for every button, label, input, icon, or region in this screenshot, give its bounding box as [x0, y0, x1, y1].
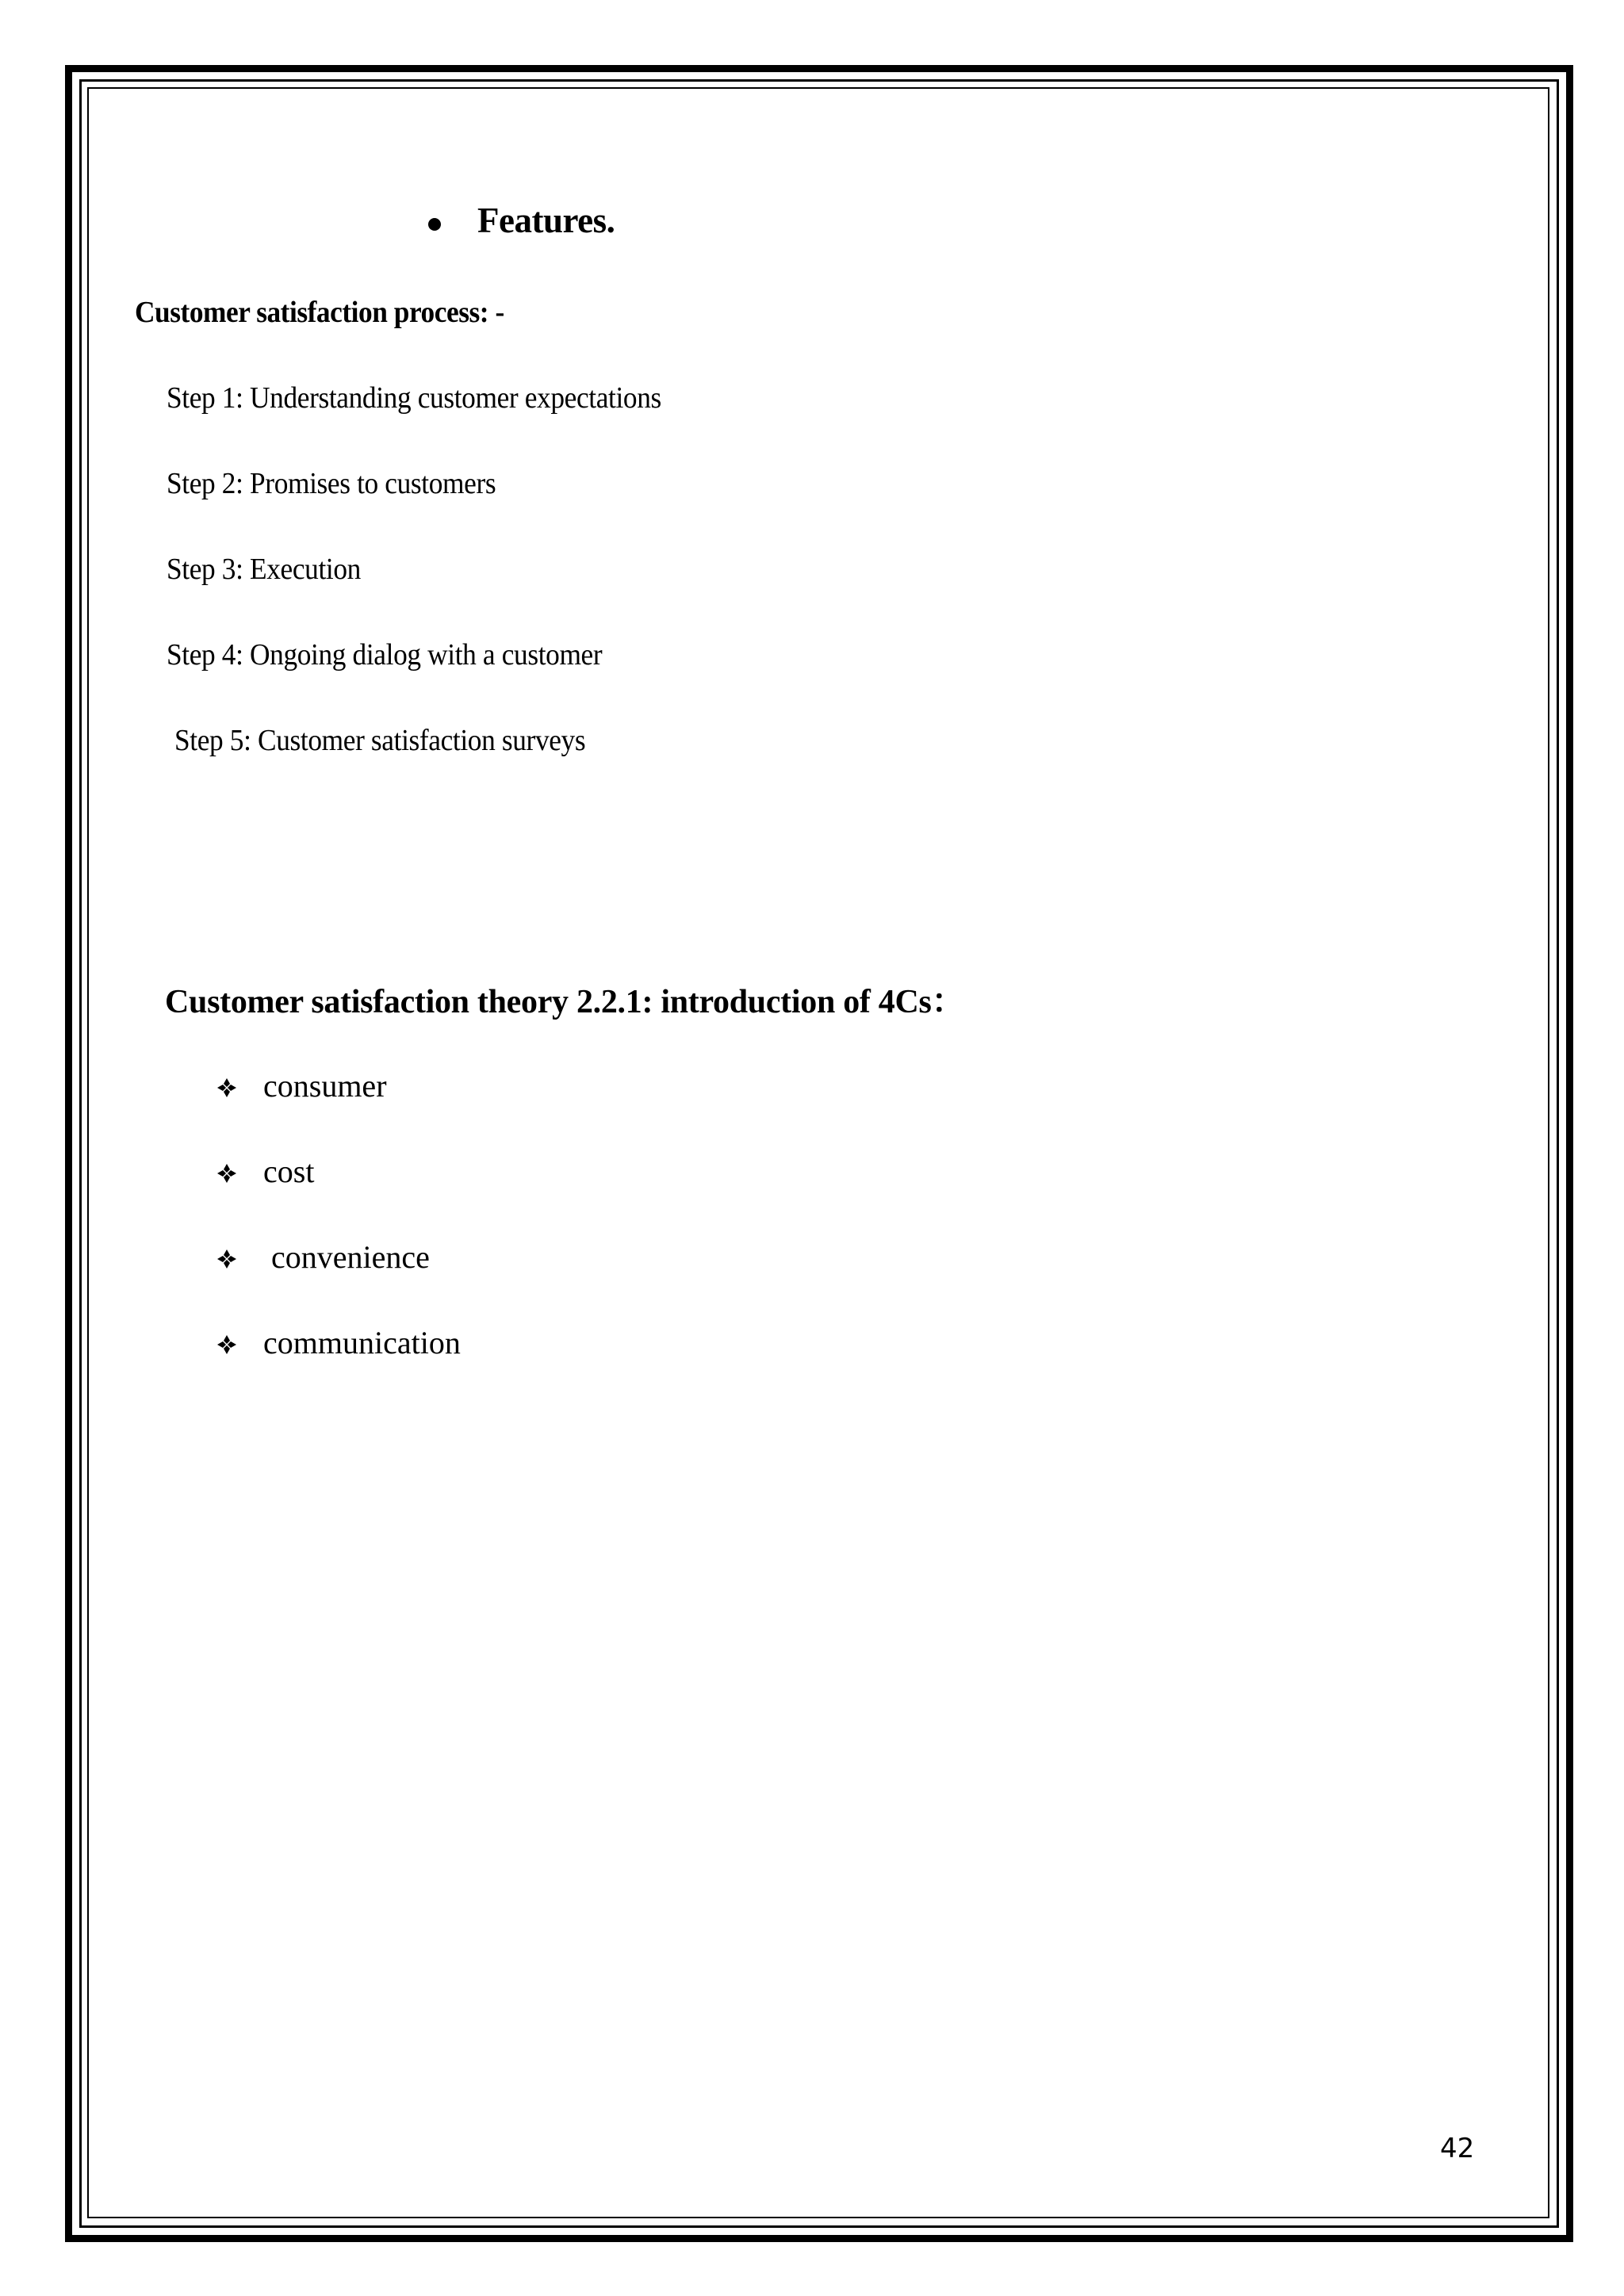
- process-heading: Customer satisfaction process: -: [135, 296, 504, 329]
- list-item-label: convenience: [271, 1239, 430, 1275]
- list-item-label: communication: [263, 1325, 461, 1360]
- step-5: Step 5: Customer satisfaction surveys: [174, 724, 586, 757]
- list-item-consumer: [216, 1067, 387, 1104]
- diamond-bullet-icon: [216, 1334, 238, 1356]
- diamond-bullet-icon: [216, 1248, 238, 1270]
- page-number: 42: [1440, 2133, 1475, 2164]
- step-1: Step 1: Understanding customer expectations: [167, 381, 661, 415]
- diamond-bullet-icon: [216, 1077, 238, 1099]
- list-item-label: consumer: [263, 1068, 387, 1104]
- list-item-communication: [216, 1324, 461, 1361]
- list-item-convenience: [216, 1238, 430, 1276]
- step-2: Step 2: Promises to customers: [167, 467, 496, 500]
- features-title: Features.: [477, 201, 615, 240]
- list-item-label: cost: [263, 1154, 315, 1189]
- theory-heading: Customer satisfaction theory 2.2.1: introduction of 4Cs：: [165, 984, 965, 1020]
- step-4: Step 4: Ongoing dialog with a customer: [167, 638, 603, 672]
- step-3: Step 3: Execution: [167, 553, 361, 586]
- list-item-cost: [216, 1153, 314, 1190]
- diamond-bullet-icon: [216, 1162, 238, 1184]
- features-heading: [428, 200, 615, 241]
- bullet-icon: [428, 218, 441, 231]
